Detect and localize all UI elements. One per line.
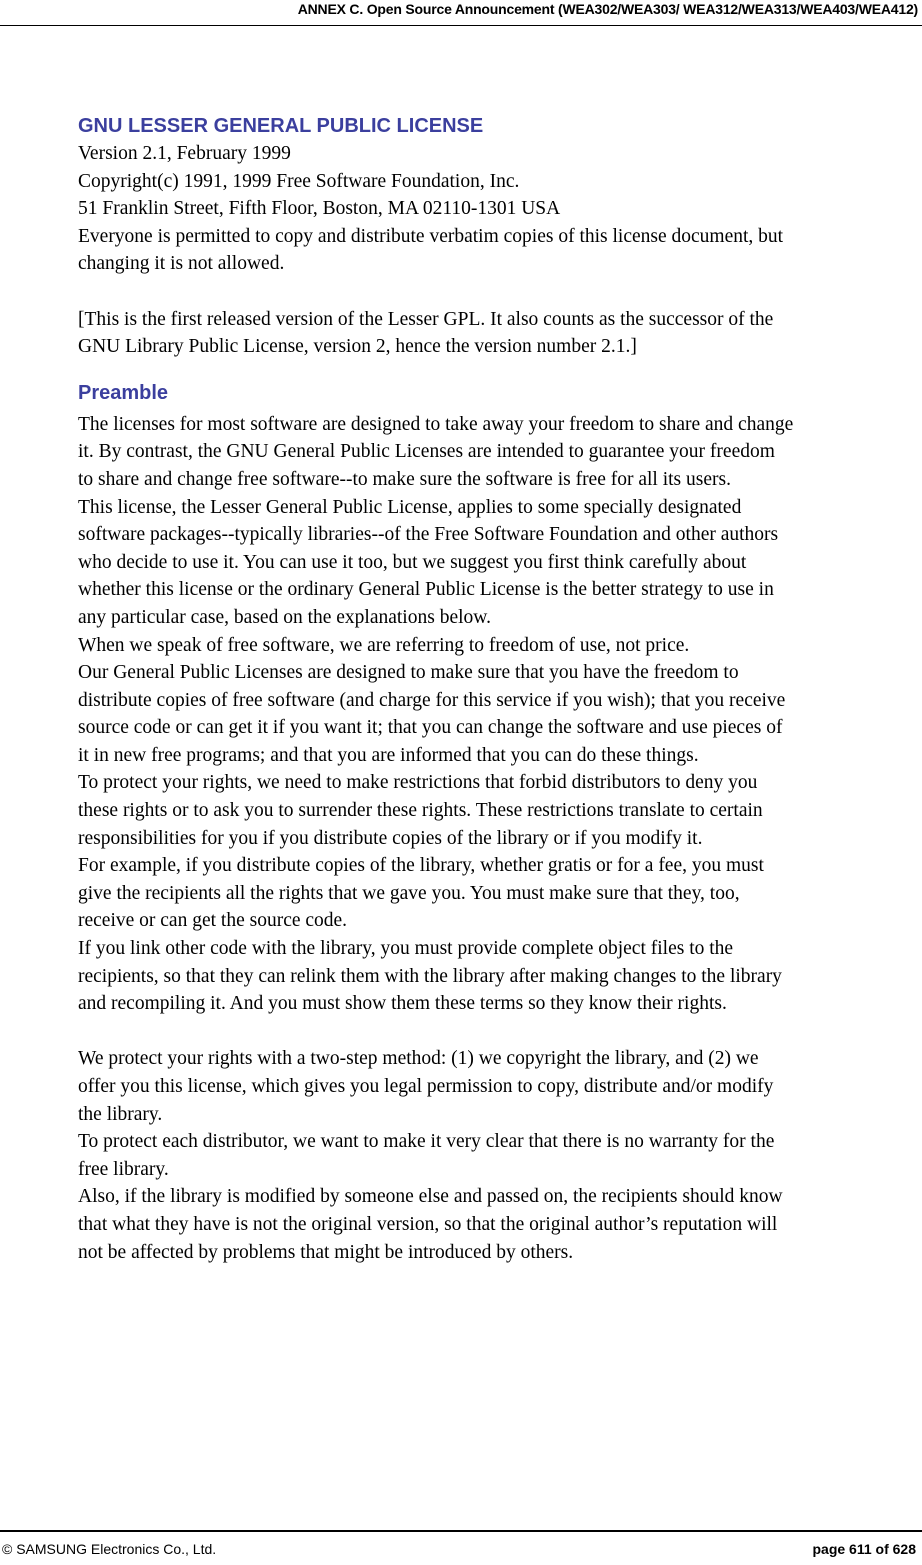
protect-line: that what they have is not the original version, so that the original author’s reputation will xyxy=(78,1213,778,1235)
protect-block xyxy=(78,1045,920,1266)
protect-line: free library. xyxy=(78,1158,169,1180)
preamble-line: software packages--typically libraries--of the Free Software Foundation and other authors xyxy=(78,524,779,546)
document-title: GNU LESSER GENERAL PUBLIC LICENSE xyxy=(78,115,484,137)
spacer xyxy=(78,1018,920,1046)
spacer xyxy=(78,278,920,306)
preamble-line: Our General Public Licenses are designed to make sure that you have the freedom to xyxy=(78,662,739,684)
protect-line: the library. xyxy=(78,1103,163,1125)
protect-line: To protect each distributor, we want to make it very clear that there is no warranty for the xyxy=(78,1131,775,1153)
preamble-line: This license, the Lesser General Public License, applies to some specially designated xyxy=(78,496,742,518)
page-number: page 611 of 628 xyxy=(812,1541,916,1557)
preamble-line: receive or can get the source code. xyxy=(78,910,348,932)
preamble-line: distribute copies of free software (and charge for this service if you wish); that you receive xyxy=(78,689,786,711)
preamble-line: For example, if you distribute copies of the library, whether gratis or for a fee, you must xyxy=(78,855,764,877)
intro-line: 51 Franklin Street, Fifth Floor, Boston, MA 02110-1301 USA xyxy=(78,198,561,220)
preamble-line: whether this license or the ordinary General Public License is the better strategy to use in xyxy=(78,579,774,601)
preamble-line: these rights or to ask you to surrender these rights. These restrictions translate to certain xyxy=(78,800,763,822)
header-title: ANNEX C. Open Source Announcement (WEA302/WEA303/ WEA312/WEA313/WEA403/WEA412) xyxy=(297,1,918,17)
preamble-line: If you link other code with the library, you must provide complete object files to the xyxy=(78,938,734,960)
protect-line: not be affected by problems that might be introduced by others. xyxy=(78,1241,574,1263)
intro-line: Everyone is permitted to copy and distribute verbatim copies of this license document, but xyxy=(78,225,784,247)
page-header xyxy=(0,0,922,26)
preamble-line: and recompiling it. And you must show them these terms so they know their rights. xyxy=(78,993,727,1015)
preamble-line: To protect your rights, we need to make restrictions that forbid distributors to deny you xyxy=(78,772,758,794)
preamble-line: When we speak of free software, we are referring to freedom of use, not price. xyxy=(78,634,690,656)
intro-line: Version 2.1, February 1999 xyxy=(78,143,291,164)
footer-copyright: © SAMSUNG Electronics Co., Ltd. xyxy=(2,1541,217,1557)
preamble-line: it. By contrast, the GNU General Public Licenses are intended to guarantee your freedom xyxy=(78,441,775,463)
intro-line: Copyright(c) 1991, 1999 Free Software Foundation, Inc. xyxy=(78,170,520,192)
preamble-line: who decide to use it. You can use it too, but we suggest you first think carefully about xyxy=(78,551,747,573)
note-line: [This is the first released version of the Lesser GPL. It also counts as the successor of the xyxy=(78,308,774,330)
protect-line: We protect your rights with a two-step method: (1) we copyright the library, and (2) we xyxy=(78,1048,759,1070)
preamble-line: it in new free programs; and that you are informed that you can do these things. xyxy=(78,744,699,766)
preamble-line: responsibilities for you if you distribute copies of the library or if you modify it. xyxy=(78,827,703,849)
preamble-line: source code or can get it if you want it; that you can change the software and use pieces of xyxy=(78,717,783,739)
page-footer xyxy=(0,1530,922,1565)
preamble-heading: Preamble xyxy=(78,381,169,404)
preamble-line: The licenses for most software are designed to take away your freedom to share and change xyxy=(78,413,794,435)
preamble-block xyxy=(78,411,920,1018)
intro-line: changing it is not allowed. xyxy=(78,253,285,275)
intro-block xyxy=(78,140,920,278)
preamble-line: give the recipients all the rights that we gave you. You must make sure that they, too, xyxy=(78,882,740,904)
protect-line: offer you this license, which gives you legal permission to copy, distribute and/or modify xyxy=(78,1076,774,1097)
document-body xyxy=(78,112,920,1266)
spacer xyxy=(78,361,920,379)
note-line: GNU Library Public License, version 2, hence the version number 2.1.] xyxy=(78,336,637,358)
note-block xyxy=(78,306,920,361)
preamble-line: any particular case, based on the explanations below. xyxy=(78,606,491,628)
preamble-line: to share and change free software--to make sure the software is free for all its users. xyxy=(78,468,731,490)
protect-line: Also, if the library is modified by someone else and passed on, the recipients should know xyxy=(78,1186,783,1208)
preamble-line: recipients, so that they can relink them with the library after making changes to the library xyxy=(78,965,782,987)
